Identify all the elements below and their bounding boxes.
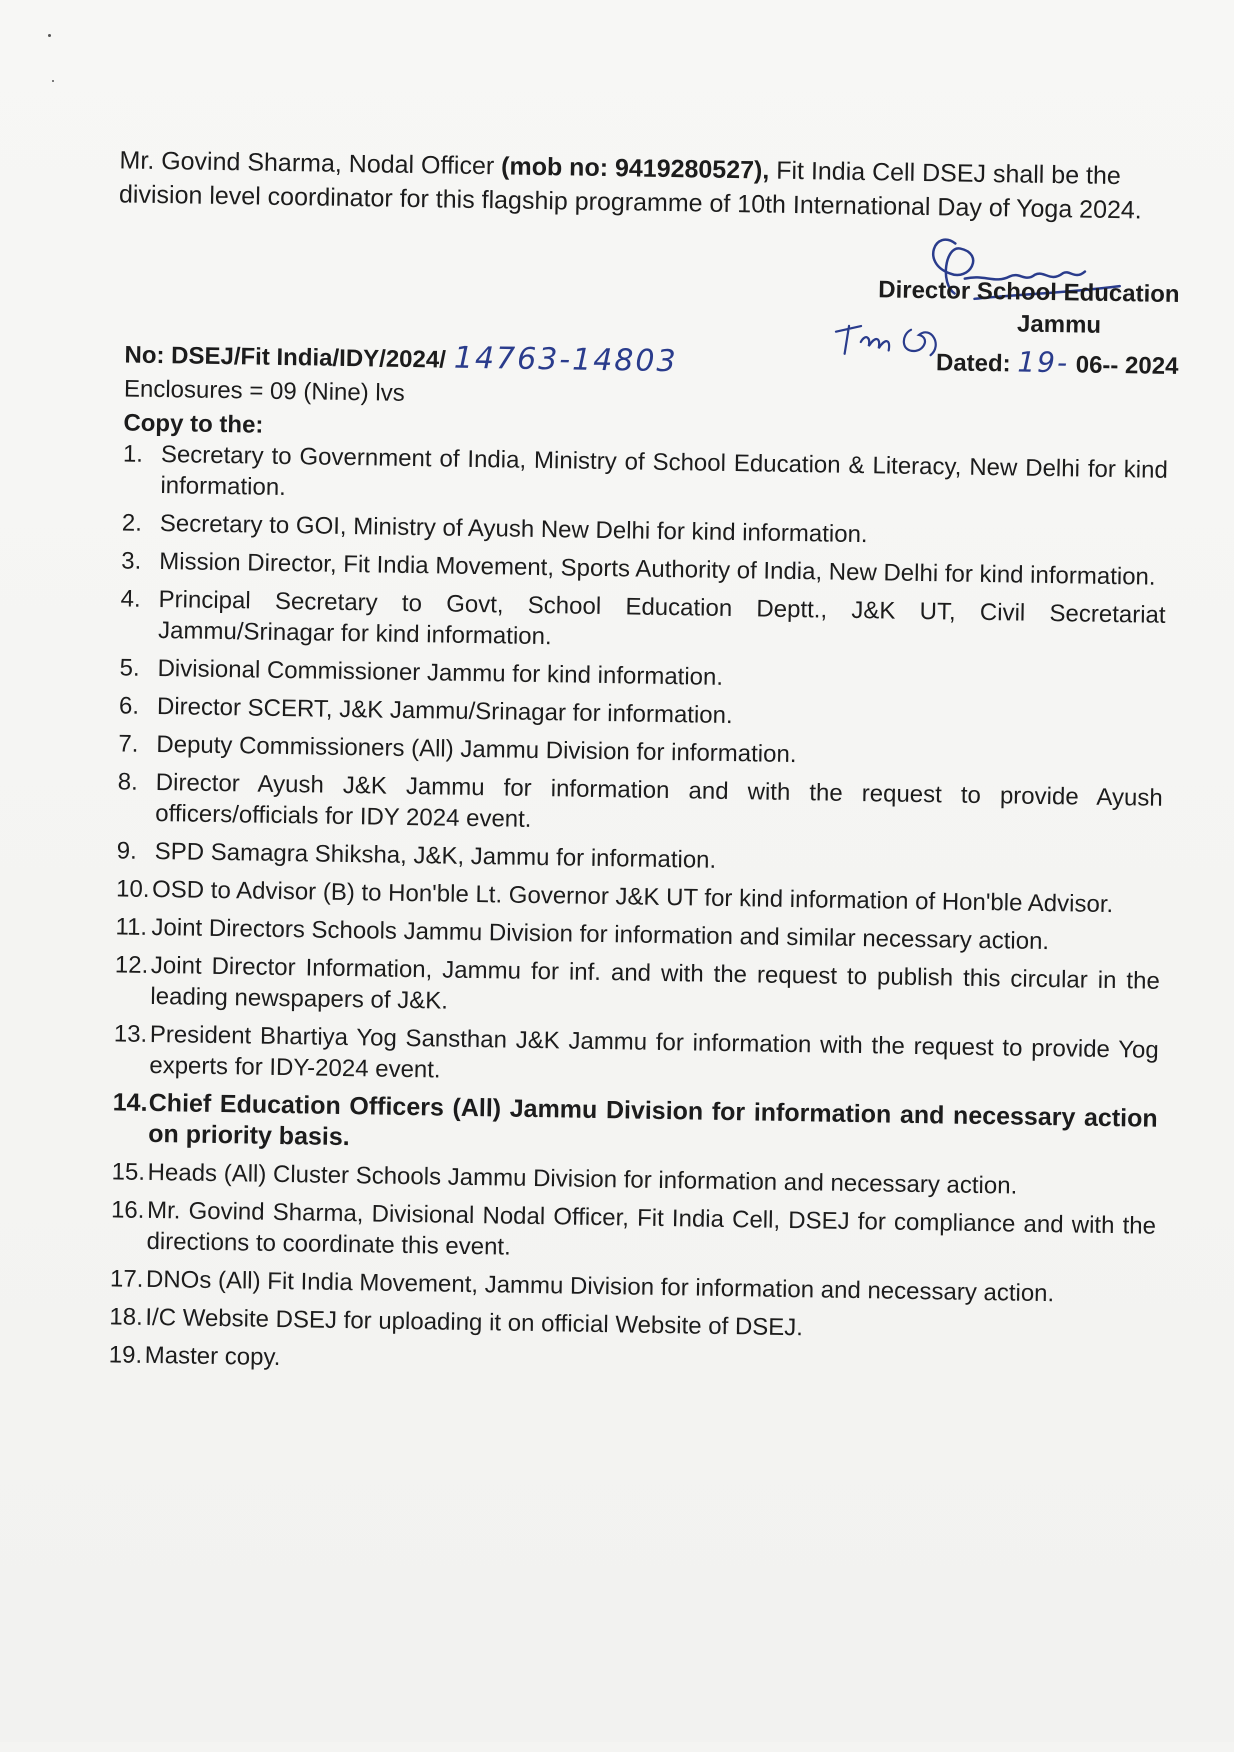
signatory-title: Director School Education — [878, 276, 1180, 309]
copy-list-text: I/C Website DSEJ for uploading it on official Website of DSEJ. — [145, 1303, 804, 1342]
signature-block — [838, 274, 1180, 383]
copy-list-item — [112, 1087, 1158, 1165]
copy-list-text: Mr. Govind Sharma, Divisional Nodal Officer, Fit India Cell, DSEJ for compliance and with the directions to coordinate this event. — [146, 1196, 1157, 1261]
signatory-place: Jammu — [1016, 310, 1102, 339]
copy-list-text: Secretary to GOI, Ministry of Ayush New Delhi for kind information. — [159, 510, 868, 549]
copy-list-number: 16. — [110, 1196, 145, 1224]
copy-list-number: 3. — [121, 547, 142, 575]
intro-text-end: Fit India Cell DSEJ shall be the division level coordinator for this flagship programme of 10th International Day of Yoga 2024. — [118, 156, 1142, 225]
copy-list-item — [109, 1339, 1154, 1386]
copy-list-number: 18. — [109, 1303, 143, 1331]
copy-list-item — [113, 1018, 1159, 1096]
copy-list-text: Master copy. — [144, 1341, 281, 1372]
copy-list-text: Joint Director Information, Jammu for inf. and with the request to publish this circular in the leading newspapers of J&K. — [150, 951, 1161, 1015]
copy-list-number: 14. — [112, 1088, 148, 1117]
copy-list-item — [122, 438, 1168, 516]
copy-list-text: Secretary to Government of India, Ministry of School Education & Literacy, New Delhi for kind information. — [160, 441, 1169, 502]
intro-mobile-number: (mob no: 9419280527), — [500, 152, 770, 185]
reference-block — [123, 336, 825, 451]
dated-line — [838, 344, 1178, 383]
copy-list-text: DNOs (All) Fit India Movement, Jammu Division for information and necessary action. — [145, 1265, 1055, 1308]
copy-list-text: Divisional Commissioner Jammu for kind information. — [157, 655, 724, 691]
copy-list-number: 12. — [114, 951, 149, 979]
copy-list-text: Heads (All) Cluster Schools Jammu Division for information and necessary action. — [147, 1158, 1018, 1200]
copy-list-text: President Bhartiya Yog Sansthan J&K Jammu for information with the request to provide Yog experts for IDY-2024 event. — [149, 1020, 1159, 1084]
copy-to-list — [108, 438, 1168, 1393]
copy-to-heading: Copy to the: — [123, 409, 264, 439]
copy-list-item — [114, 949, 1160, 1027]
intro-text-start: Mr. Govind Sharma, Nodal Officer — [119, 146, 502, 181]
intro-paragraph — [119, 143, 1180, 228]
copy-list-text: SPD Samagra Shiksha, J&K, Jammu for information. — [154, 838, 717, 874]
copy-list-item — [110, 1194, 1156, 1272]
copy-list-text: Chief Education Officers (All) Jammu Division for information and necessary action on priority basis. — [148, 1088, 1158, 1152]
dated-rest: 06-- 2024 — [1075, 351, 1179, 381]
copy-list-number: 10. — [115, 875, 150, 903]
copy-list-number: 7. — [118, 730, 139, 758]
copy-list-text: Mission Director, Fit India Movement, Sports Authority of India, New Delhi for kind information. — [159, 548, 1156, 591]
copy-list-number: 5. — [119, 654, 140, 682]
copy-list-number: 1. — [122, 440, 144, 468]
copy-list-text: Director Ayush J&K Jammu for information and with the request to provide Ayush officers/officials for IDY 2024 event. — [155, 769, 1163, 833]
dated-label: Dated: — [935, 349, 1011, 378]
copy-list-number: 13. — [113, 1020, 148, 1048]
reference-prefix: No: DSEJ/Fit India/IDY/2024/ — [124, 341, 447, 374]
copy-list-number: 11. — [115, 913, 148, 941]
copy-list-number: 9. — [116, 837, 137, 865]
copy-list-item — [117, 766, 1163, 844]
copy-list-number: 19. — [108, 1341, 143, 1369]
copy-list-number: 4. — [120, 585, 141, 613]
copy-list-text: Director SCERT, J&K Jammu/Srinagar for information. — [156, 693, 733, 730]
copy-list-text: Deputy Commissioners (All) Jammu Division for information. — [156, 731, 797, 769]
copy-list-number: 2. — [121, 509, 143, 537]
copy-list-item — [120, 583, 1166, 661]
enclosures-line: Enclosures = 09 (Nine) lvs — [123, 375, 405, 407]
copy-list-text: Joint Directors Schools Jammu Division for information and similar necessary action. — [151, 913, 1050, 956]
reference-handwritten-number: 14763-14803 — [453, 340, 678, 380]
copy-list-number: 17. — [109, 1265, 144, 1293]
copy-list-text: OSD to Advisor (B) to Hon'ble Lt. Governor J&K UT for kind information of Hon'ble Advisor. — [151, 875, 1114, 919]
copy-list-number: 6. — [118, 692, 140, 720]
copy-list-number: 15. — [111, 1158, 146, 1186]
copy-list-text: Principal Secretary to Govt, School Education Deptt., J&K UT, Civil Secretariat Jammu/Srinagar for kind information. — [157, 586, 1166, 651]
dated-day-handwritten: 19- — [1017, 345, 1070, 380]
copy-list-number: 8. — [117, 768, 139, 796]
